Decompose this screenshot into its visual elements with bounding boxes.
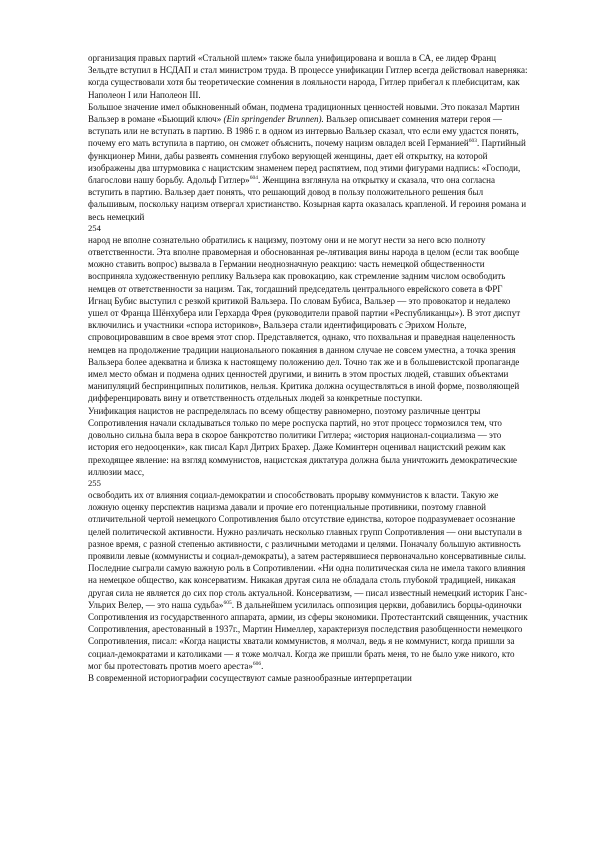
- text-block-1: [88, 52, 528, 234]
- page-number: 255: [88, 477, 101, 488]
- footnote-ref[interactable]: 605: [223, 599, 232, 606]
- footnote-ref[interactable]: 604: [249, 175, 258, 182]
- document-page: [88, 52, 528, 684]
- text-block-3: [88, 489, 528, 684]
- text-run: освободить их от влияния социал-демократии и способствовать прорыву коммунистов к власти. Такую же ложную оценку перспектив нацизма давали и прочие его потенциальные противники, поэтому главной отличительной чертой немецкого Сопротивления было отсутствие единства, которое подразумевает осознание целей политической активности. Нужно различать несколько главных групп Сопротивления — они выступали в разное время, с разной степенью активности, с различными методами и целями. Поначалу большую активность проявили левые (коммунисты и социал-демократы), а затем растерявшиеся первоначально консервативные силы. Последние сыграли самую важную роль в Сопротивлении. «Ни одна политическая сила не имела такого влияния на немецкое общество, как консерватизм. Никакая другая сила не обладала столь глубокой традицией, никакая другая сила не является до сих пор столь актуальной. Консерватизм, — писал известный немецкий историк Ганс-Ульрих Велер, — это наша судьба»: [88, 489, 528, 610]
- text-block-2: [88, 234, 528, 489]
- paragraph: [88, 101, 528, 223]
- text-run: Вальзер описывает сомнения матери героя — вступать или не вступать в партию. В 1986 г. в одном из интервью Вальзер сказал, что если ему удастся понять, почему его мать вступила в партию, он сможет объяснить, почему нацизм овладел всей Германией: [88, 114, 519, 149]
- text-run: . В дальнейшем усилилась оппозиция церкви, добавились борцы-одиночки Сопротивления из государственного аппарата, армии, из сферы экономики. Протестантский священник, участник Сопротивления, арестованный в 1937г., Мартин Нимеллер, характеризуя последствия разобщенности немецкого Сопротивления, писал: «Когда нацисты хватали коммунистов, я молчал, ведь я не коммунист, когда пришли за социал-демократами и католиками — я тоже молчал. Когда же пришли брать меня, то не было уже никого, кто мог бы протестовать против моего ареста»: [88, 599, 528, 671]
- text-run: . Партийный функционер Мини, дабы развеять сомнения глубоко верующей женщины, дает ей открытку, на которой изображены два штурмовика с нацистским знаменем перед распятием, под этими фигурами надпись: «Господи, благослови нашу борьбу. Адольф Гитлер»: [88, 138, 526, 186]
- paragraph: [88, 489, 528, 672]
- paragraph: В современной историографии сосуществуют самые разнообразные интерпретации: [88, 672, 412, 683]
- page-number: 254: [88, 222, 101, 233]
- text-run: .: [261, 660, 264, 671]
- footnote-ref[interactable]: 603: [468, 138, 477, 145]
- text-run: Большое значение имел обыкновенный обман, подмена традиционных ценностей новыми. Это показал Мартин Вальзер в романе «Бьющий ключ»: [88, 101, 520, 125]
- paragraph: организация правых партий «Стальной шлем» также была унифицирована и вошла в СА, ее лидер Франц Зельдте вступил в НСДАП и стал министром труда. В процессе унификации Гитлер всегда действовал наверняка: когда существовали хотя бы теоретические сомнения в лояльности народа, Гитлер прибегал к плебисцитам, как Наполеон I или Наполеон III.: [88, 53, 528, 100]
- paragraph: народ не вполне сознательно обратились к нацизму, поэтому они и не могут нести за него всю полноту ответственности. Эта вполне правомерная и обоснованная ре-лятивация вины народа в целом (если так вообще можно ставить вопрос) вызвала в Германии неоднозначную реакцию: часть немецкой общественности восприняла художественную реплику Вальзера как провокацию, как стремление задним числом освободить немцев от ответственности за нацизм. Так, тогдашний председатель центрального еврейского совета в ФРГ Игнац Бубис выступил с резкой критикой Вальзера. По словам Бубиса, Вальзер — это провокатор и недалеко ушел от Франца Шёнхубера или Герхарда Фрея (руководители правой партии «Республиканцы»). В этот диспут включились и участники «спора историков», Вальзера стали идентифицировать с Эрихом Нольте, спровоцировавшим в свое время этот спор. Представляется, однако, что похвальная и праведная нацеленность немцев на продолжение традиции национального покаяния в данном случае не совсем уместна, а точка зрения Вальзера более адекватна и близка к настоящему положению дел. Точно так же и в большевистской пропаганде имел место обман и подмена одних ценностей другими, и винить в этом простых людей, ставших объектами манипуляций беспринципных политиков, нельзя. Критика должна осуществляться в иной форме, позволяющей дифференцировать вину и ответственность отдельных людей за конкретные поступки.: [88, 234, 521, 404]
- footnote-ref[interactable]: 606: [252, 660, 262, 667]
- text-run: . Женщина взглянула на открытку и сказала, что она согласна вступить в партию. Вальзер дает понять, что решающий довод в пользу положительного решения был фальшивым, поскольку нацизм отвергал христианство. Козырная карта оказалась крапленой. И героиня романа и весь немецкий: [88, 175, 527, 222]
- italic-title: (Ein springender Brunnen).: [223, 114, 324, 125]
- paragraph: Унификация нацистов не распределялась по всему обществу равномерно, поэтому различные центры Сопротивления начали складываться только по мере роспуска партий, но этот процесс тормозился тем, что довольно сильна была вера в скорое банкротство политики Гитлера; «история национал-социализма — это история его недооценки», как писал Карл Дитрих Брахер. Даже Коминтерн оценивал нацистский режим как преходящее явление: на взгляд коммунистов, нацистская диктатура должна была уничтожить демократические иллюзии масс,: [88, 405, 518, 477]
